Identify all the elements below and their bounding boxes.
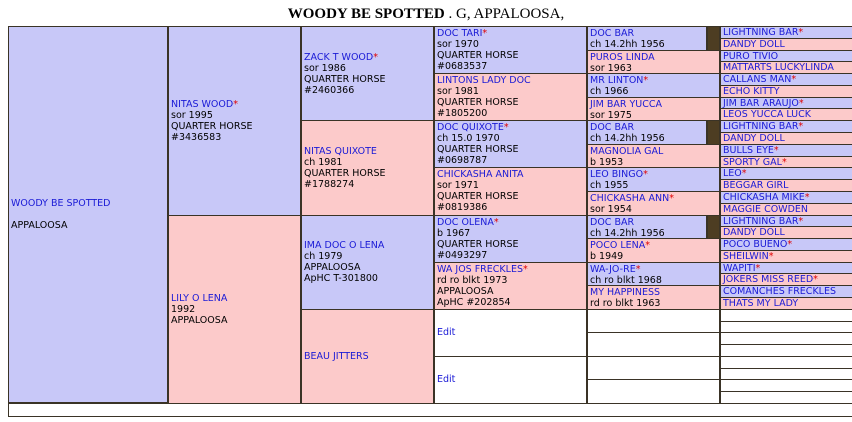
g2-info: sor 1986 [304, 62, 346, 74]
color-swatch [707, 215, 720, 240]
g3-name-link[interactable]: DOC QUIXOTE [437, 122, 504, 134]
g1-name-row [171, 293, 298, 304]
star-icon: * [522, 263, 528, 275]
g4-name-link[interactable]: WA-JO-RE [590, 263, 636, 275]
g5-name-link[interactable]: COMANCHES FRECKLES [723, 286, 836, 298]
g2-registry: QUARTER HORSE [304, 73, 386, 85]
g4-name-row [590, 146, 717, 157]
g5-name-link[interactable]: MAGGIE COWDEN [723, 203, 809, 215]
pedigree-title [0, 6, 852, 23]
g3-info: ch 15.0 1970 [437, 133, 500, 145]
grandparent-cell [301, 215, 434, 310]
g5-name-row [723, 51, 851, 62]
color-swatch [707, 120, 720, 145]
gen4-cell [587, 215, 707, 240]
subject-breed: APPALOOSA [11, 220, 68, 231]
g3-reg-number: #0819386 [437, 202, 488, 214]
g4-name-link[interactable]: MY HAPPINESS [590, 287, 661, 299]
empty-cell [587, 332, 720, 357]
g3-name-link[interactable]: WA JOS FRECKLES [437, 263, 523, 275]
star-icon: * [482, 28, 488, 39]
g1-registry: APPALOOSA [171, 314, 228, 326]
g2-reg-number: ApHC T-301800 [304, 273, 378, 285]
g4-info: sor 1975 [590, 109, 632, 121]
star-icon: * [645, 240, 650, 252]
star-icon: * [233, 98, 238, 110]
subject-name-link[interactable]: WOODY BE SPOTTED [11, 198, 111, 209]
g5-name-link[interactable]: JIM BAR ARAUJO [723, 97, 799, 109]
g4-name-link[interactable]: MAGNOLIA GAL [590, 145, 664, 157]
g4-name-row [590, 193, 717, 204]
empty-cell [587, 356, 720, 381]
g3-name-row [437, 75, 584, 86]
g4-info: ch 14.2hh 1956 [590, 133, 665, 145]
empty-cell [587, 379, 720, 404]
g3-name-row [437, 122, 584, 133]
g3-reg-number: #0698787 [437, 155, 488, 167]
g5-name-link[interactable]: LIGHTNING BAR [723, 215, 799, 227]
g5-name-row [723, 192, 851, 203]
great-grandparent-cell [434, 262, 587, 310]
g3-name-row [437, 264, 584, 275]
star-icon: * [773, 144, 779, 156]
g1-reg-number: #3436583 [171, 131, 222, 143]
g5-name-row [723, 274, 851, 285]
g5-name-link[interactable]: SHEILWIN [723, 250, 769, 262]
star-icon: * [643, 169, 648, 181]
star-icon: * [804, 191, 810, 203]
subject-name-row [11, 198, 165, 209]
edit-link[interactable]: Edit [437, 374, 456, 386]
star-icon: * [503, 122, 509, 134]
g5-name-row [723, 239, 851, 250]
title-details: . G, APPALOOSA, [444, 6, 565, 22]
gen4-cell [587, 120, 707, 145]
grandparent-cell [301, 120, 434, 215]
g5-name-row [723, 263, 851, 274]
g3-info: sor 1971 [437, 180, 479, 192]
g5-name-row [723, 204, 851, 215]
g3-name-row [437, 169, 584, 180]
star-icon: * [768, 250, 774, 262]
g4-name-link[interactable]: DOC BAR [590, 122, 635, 134]
g3-reg-number: #1805200 [437, 108, 488, 120]
title-horse-name: WOODY BE SPOTTED [287, 6, 445, 22]
g1-name-row [171, 99, 298, 110]
g4-name-row [590, 75, 717, 86]
g4-info: ch 1955 [590, 180, 629, 192]
g3-info: rd ro blkt 1973 [437, 274, 508, 286]
g4-name-row [590, 240, 717, 251]
g1-name-link[interactable]: LILY O LENA [171, 292, 228, 304]
g4-name-row [590, 99, 717, 110]
g5-name-link[interactable]: MATTARTS LUCKYLINDA [723, 62, 834, 74]
g3-name-link[interactable]: DOC OLENA [437, 216, 494, 228]
g5-name-row [723, 98, 851, 109]
g4-name-row [590, 217, 704, 228]
g4-name-link[interactable]: MR LINTON [590, 75, 644, 87]
g2-name-row [304, 240, 431, 251]
g3-name-row [437, 217, 584, 228]
g4-info: ch 14.2hh 1956 [590, 39, 665, 50]
g2-registry: QUARTER HORSE [304, 167, 386, 179]
g5-name-link[interactable]: JOKERS MISS REED [723, 274, 814, 286]
great-grandparent-cell [434, 120, 587, 168]
g2-name-row [304, 146, 431, 157]
g3-registry: APPALOOSA [437, 285, 494, 297]
star-icon: * [635, 263, 641, 275]
star-icon: * [813, 274, 818, 286]
g5-name-row [723, 62, 851, 73]
g5-name-link[interactable]: CHICKASHA MIKE [723, 191, 805, 203]
gen4-cell [587, 73, 720, 98]
star-icon: * [741, 168, 747, 180]
gen4-cell [587, 262, 720, 287]
star-icon: * [798, 215, 804, 227]
star-icon: * [669, 192, 674, 204]
g5-name-row [723, 133, 851, 144]
great-grandparent-cell [434, 167, 587, 215]
g5-name-row [723, 298, 851, 309]
sire-cell [168, 26, 301, 216]
g2-reg-number: #2460366 [304, 84, 355, 96]
g2-name-row [304, 52, 431, 63]
g1-registry: QUARTER HORSE [171, 120, 253, 132]
g5-name-row [723, 168, 851, 179]
g3-registry: QUARTER HORSE [437, 238, 519, 250]
empty-cell [587, 309, 720, 334]
g2-name-link[interactable]: IMA DOC O LENA [304, 240, 385, 252]
edit-cell [434, 309, 587, 357]
g5-name-link[interactable]: BEGGAR GIRL [723, 180, 789, 192]
g4-name-link[interactable]: DOC BAR [590, 216, 635, 228]
gen4-cell [587, 97, 720, 122]
g1-name-link[interactable]: NITAS WOOD [171, 98, 234, 110]
star-icon: * [755, 262, 761, 274]
g5-name-row [723, 109, 851, 120]
edit-link[interactable]: Edit [437, 327, 456, 339]
g5-name-row [723, 145, 851, 156]
great-grandparent-cell [434, 215, 587, 263]
star-icon: * [798, 97, 804, 109]
star-icon: * [791, 74, 797, 86]
g5-name-row [723, 180, 851, 191]
g2-reg-number: #1788274 [304, 178, 355, 190]
g3-registry: QUARTER HORSE [437, 50, 519, 61]
g4-name-row [590, 52, 717, 63]
g4-name-link[interactable]: PUROS LINDA [590, 51, 655, 63]
star-icon: * [493, 216, 499, 228]
g3-registry: QUARTER HORSE [437, 97, 519, 109]
gen4-cell [587, 50, 720, 75]
g4-info: sor 1963 [590, 62, 632, 74]
g3-info: b 1967 [437, 227, 471, 239]
g4-name-row [590, 28, 704, 39]
g2-registry: APPALOOSA [304, 262, 361, 274]
g3-reg-number: ApHC #202854 [437, 296, 511, 308]
g2-name-link[interactable]: NITAS QUIXOTE [304, 145, 377, 157]
g5-name-row [723, 74, 851, 85]
g5-name-link[interactable]: POCO BUENO [723, 239, 788, 251]
g3-registry: QUARTER HORSE [437, 191, 519, 203]
gen4-cell [587, 26, 707, 51]
g4-info: ch ro blkt 1968 [590, 274, 662, 286]
g5-name-link[interactable]: DANDY DOLL [723, 38, 785, 50]
star-icon: * [781, 156, 787, 168]
great-grandparent-cell [434, 73, 587, 121]
gen4-cell [587, 285, 720, 310]
grandparent-cell [301, 26, 434, 121]
g3-reg-number: #0493297 [437, 249, 488, 261]
g4-name-row [590, 122, 704, 133]
g4-name-link[interactable]: POCO LENA [590, 240, 646, 252]
g4-name-row [590, 169, 717, 180]
g5-name-row [723, 251, 851, 262]
g5-name-link[interactable]: LEO [723, 168, 742, 180]
g4-info: sor 1954 [590, 203, 632, 215]
g5-name-link[interactable]: BULLS EYE [723, 144, 774, 156]
star-icon: * [643, 75, 649, 87]
g5-name-row [723, 39, 851, 50]
g2-info: ch 1981 [304, 156, 343, 168]
g5-name-row [723, 286, 851, 297]
edit-cell [434, 356, 587, 404]
g5-name-link[interactable]: ECHO KITTY [723, 85, 780, 97]
g5-name-row [723, 121, 851, 132]
g3-info: sor 1981 [437, 86, 479, 98]
star-icon: * [798, 27, 804, 38]
g4-info: b 1949 [590, 251, 624, 263]
g5-name-link[interactable]: DANDY DOLL [723, 133, 785, 145]
g4-info: rd ro blkt 1963 [590, 298, 661, 310]
gen4-cell [587, 144, 720, 169]
g5-name-link[interactable]: DANDY DOLL [723, 227, 785, 239]
g3-name-link[interactable]: DOC TARI [437, 28, 483, 39]
g4-info: b 1953 [590, 156, 624, 168]
g3-name-row [437, 28, 584, 39]
star-icon: * [798, 121, 804, 133]
gen4-cell [587, 167, 720, 192]
g1-info: 1992 [171, 303, 196, 315]
g5-name-row [723, 86, 851, 97]
g3-name-link[interactable]: LINTONS LADY DOC [437, 75, 531, 87]
spacer [11, 209, 165, 220]
g5-name-link[interactable]: LIGHTNING BAR [723, 121, 799, 133]
g2-name-link[interactable]: BEAU JITTERS [304, 350, 369, 362]
g3-registry: QUARTER HORSE [437, 144, 519, 156]
g4-info: ch 1966 [590, 86, 629, 98]
star-icon: * [373, 51, 378, 63]
gen4-cell [587, 238, 720, 263]
g3-reg-number: #0683537 [437, 61, 488, 72]
g4-name-link[interactable]: DOC BAR [590, 28, 635, 39]
g5-name-link[interactable]: THATS MY LADY [723, 297, 799, 309]
g5-name-link[interactable]: CALLANS MAN [723, 74, 792, 86]
subject-cell [8, 26, 168, 403]
g4-name-row [590, 287, 717, 298]
grandparent-cell [301, 309, 434, 404]
footer-strip [8, 403, 852, 417]
g2-name-link[interactable]: ZACK T WOOD [304, 51, 374, 63]
g2-info: ch 1979 [304, 251, 343, 263]
dam-cell [168, 215, 301, 405]
g5-name-row [723, 216, 851, 227]
g5-name-link[interactable]: SPORTY GAL [723, 156, 782, 168]
g4-name-link[interactable]: CHICKASHA ANN [590, 192, 670, 204]
g5-name-row [723, 27, 851, 38]
gen4-cell [587, 191, 720, 216]
g5-name-link[interactable]: WAPITI [723, 262, 756, 274]
g5-name-row [723, 157, 851, 168]
g5-name-link[interactable]: PURO TIVIO [723, 50, 779, 62]
g5-name-link[interactable]: LEOS YUCCA LUCK [723, 109, 812, 121]
g4-name-link[interactable]: JIM BAR YUCCA [590, 98, 662, 110]
star-icon: * [787, 239, 793, 251]
color-swatch [707, 26, 720, 51]
g3-info: sor 1970 [437, 39, 479, 50]
g1-info: sor 1995 [171, 109, 213, 121]
g2-name-row [304, 351, 431, 362]
g4-info: ch 14.2hh 1956 [590, 227, 665, 239]
great-grandparent-cell [434, 26, 587, 74]
g5-name-row [723, 227, 851, 238]
g3-name-link[interactable]: CHICKASHA ANITA [437, 169, 524, 181]
g4-name-row [590, 264, 717, 275]
g4-name-link[interactable]: LEO BINGO [590, 169, 644, 181]
g5-name-link[interactable]: LIGHTNING BAR [723, 27, 799, 38]
